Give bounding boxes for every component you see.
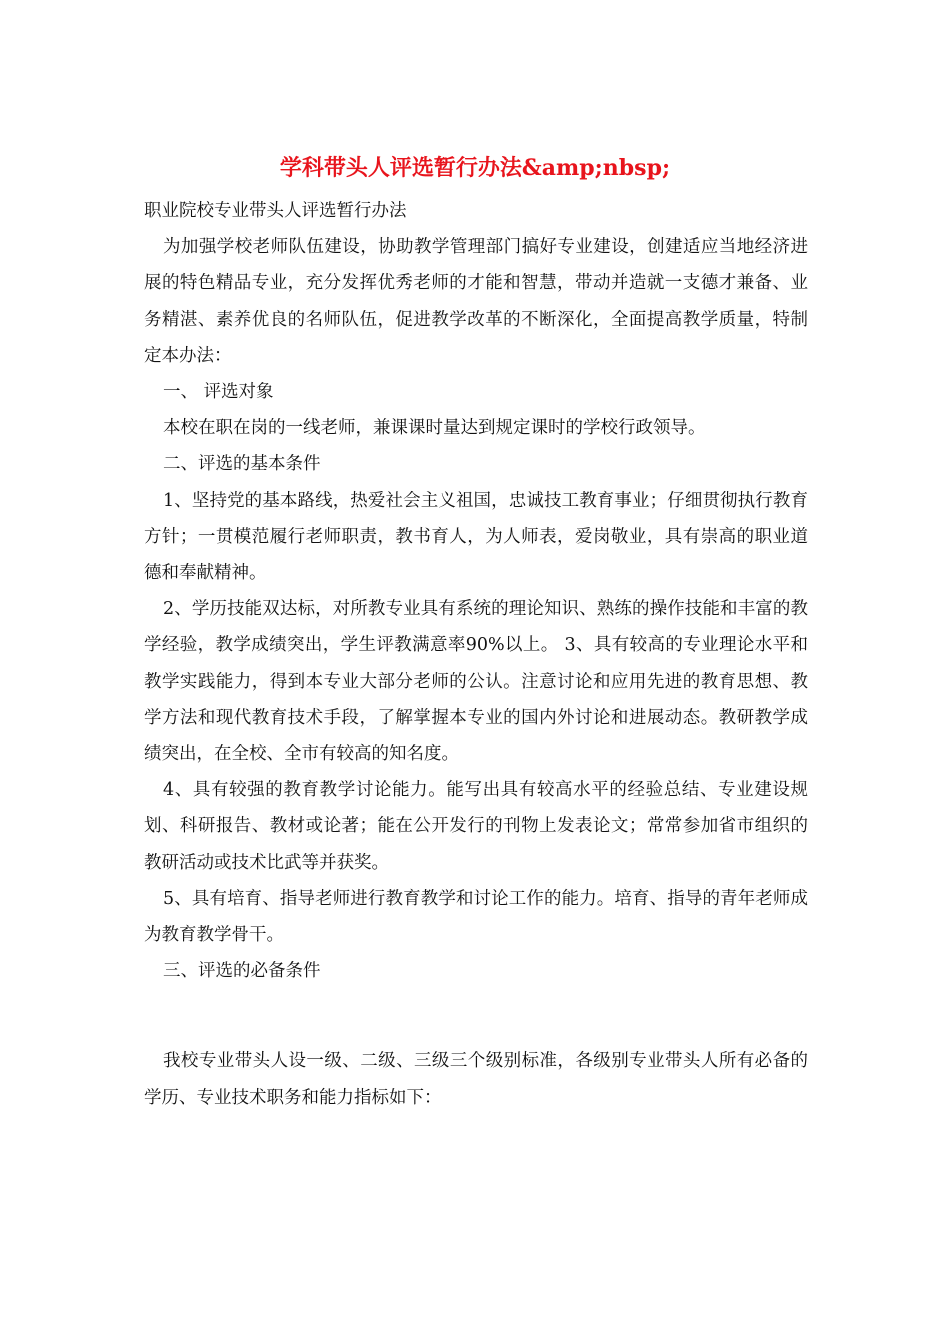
paragraph-levels: 我校专业带头人设一级、二级、三级三个级别标准，各级别专业带头人所有必备的学历、专业技术职务和能力指标如下：: [144, 1051, 808, 1108]
section-heading-3: 三、评选的必备条件: [163, 961, 321, 982]
section-heading-2: 二、评选的基本条件: [163, 454, 321, 475]
document-body: [144, 193, 808, 1116]
blank-spacer: [144, 989, 808, 1043]
paragraph-eligibility: 本校在职在岗的一线老师，兼课课时量达到规定课时的学校行政领导。: [163, 418, 706, 439]
section-heading-1: 一、 评选对象: [163, 382, 274, 403]
paragraph-condition-4: 4、具有较强的教育教学讨论能力。能写出具有较高水平的经验总结、专业建设规划、科研报告、教材或论著；能在公开发行的刊物上发表论文；常常参加省市组织的教研活动或技术比武等并获奖。: [144, 780, 808, 873]
paragraph-condition-1: 1、坚持党的基本路线，热爱社会主义祖国，忠诚技工教育事业；仔细贯彻执行教育方针；一贯模范履行老师职责，教书育人，为人师表，爱岗敬业，具有崇高的职业道德和奉献精神。: [144, 490, 808, 584]
paragraph-intro: 为加强学校老师队伍建设，协助教学管理部门搞好专业建设，创建适应当地经济进展的特色精品专业，充分发挥优秀老师的才能和智慧，带动并造就一支德才兼备、业务精湛、素养优良的名师队伍，促进教学改革的不断深化，全面提高教学质量，特制定本办法：: [144, 237, 808, 366]
document-subtitle: 职业院校专业带头人评选暂行办法: [144, 201, 407, 221]
paragraph-condition-2-3: 2、学历技能双达标，对所教专业具有系统的理论知识、熟练的操作技能和丰富的教学经验，教学成绩突出，学生评教满意率90%以上。 3、具有较高的专业理论水平和教学实践能力，得到本专业大部分老师的公认。注意讨论和应用先进的教育思想、教学方法和现代教育技术手段，了解掌握本专业的国内外讨论和进展动态。教研教学成绩突出，在全校、全市有较高的知名度。: [144, 599, 808, 765]
document-title: 学科带头人评选暂行办法&amp;nbsp;: [279, 155, 671, 181]
paragraph-condition-5: 5、具有培育、指导老师进行教育教学和讨论工作的能力。培育、指导的青年老师成为教育教学骨干。: [144, 888, 808, 946]
